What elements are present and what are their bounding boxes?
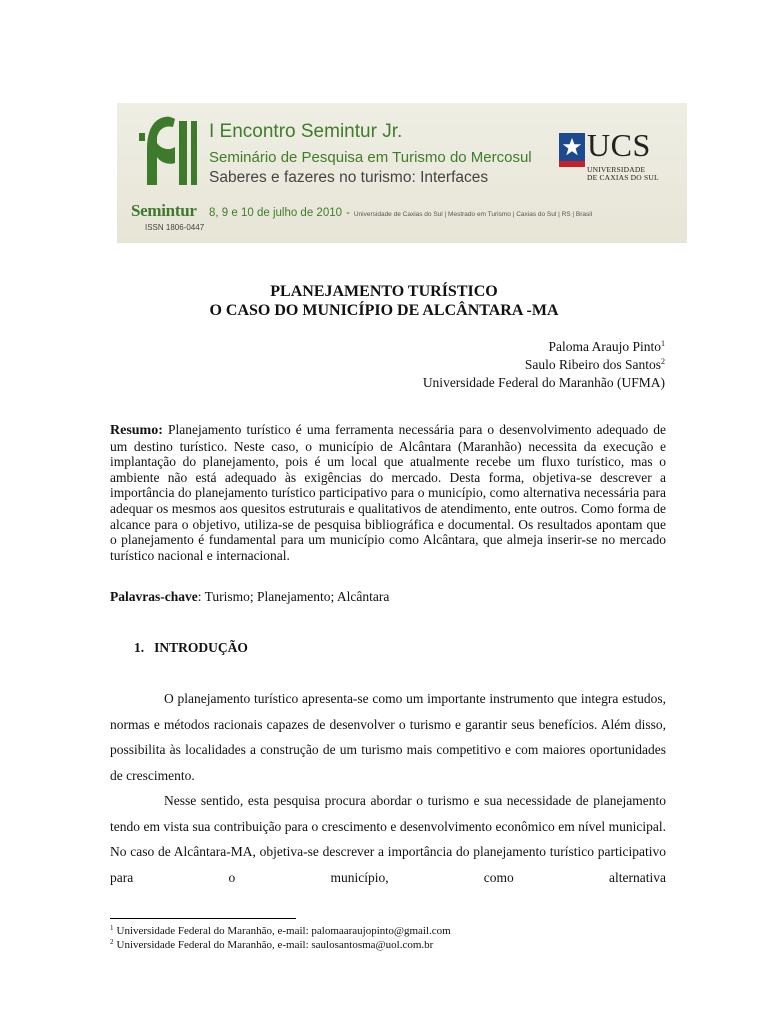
footnote-2	[110, 938, 451, 952]
ucs-acronym: UCS	[587, 127, 651, 163]
ucs-name-line1: UNIVERSIDADE	[587, 165, 646, 174]
footnote-separator	[110, 918, 296, 919]
ucs-emblem-stripe	[559, 161, 585, 167]
semintur-logo-mark-icon	[135, 113, 201, 201]
section-title: INTRODUÇÃO	[154, 640, 248, 655]
footnote-1-number: 1	[110, 924, 114, 932]
keywords	[110, 589, 389, 605]
footnote-2-number: 2	[110, 938, 114, 946]
paper-title-line1: PLANEJAMENTO TURÍSTICO	[270, 283, 498, 300]
author-2-footnote-ref: 2	[661, 357, 665, 366]
conference-banner	[117, 103, 687, 243]
banner-venue: Universidade de Caxias do Sul | Mestrado em Turismo | Caxias do Sul | RS | Brasil	[353, 211, 593, 218]
banner-subtitle: Seminário de Pesquisa em Turismo do Mercosul	[209, 149, 532, 166]
keywords-label: Palavras-chave	[110, 589, 198, 604]
author-1-name: Paloma Araujo Pinto	[548, 339, 661, 354]
ucs-logo	[559, 129, 665, 185]
section-number: 1.	[134, 640, 145, 655]
keywords-text: : Turismo; Planejamento; Alcântara	[197, 589, 390, 604]
footnote-1	[110, 924, 451, 938]
section-heading	[134, 640, 248, 656]
abstract-label: Resumo:	[110, 423, 163, 438]
paper-title-line2: O CASO DO MUNICÍPIO DE ALCÂNTARA -MA	[209, 302, 559, 319]
banner-date-row	[209, 207, 592, 219]
ucs-name-line2: DE CAXIAS DO SUL	[587, 173, 659, 182]
footnotes	[110, 924, 451, 952]
semintur-wordmark: Semintur	[131, 201, 197, 220]
star-icon	[561, 136, 583, 158]
author-2	[423, 356, 665, 374]
abstract	[110, 422, 666, 563]
affiliation: Universidade Federal do Maranhão (UFMA)	[422, 375, 665, 390]
body-paragraph-2	[110, 788, 666, 890]
banner-tagline: Saberes e fazeres no turismo: Interfaces	[209, 169, 489, 186]
banner-dash: -	[346, 207, 350, 219]
author-1-footnote-ref: 1	[661, 339, 665, 348]
abstract-text: Planejamento turístico é uma ferramenta necessária para o desenvolvimento adequado de um destino turístico. Neste caso, o município de Alcântara (Maranhão) necessita da execução e implantação do planejamento, pois é um local que atualmente recebe um fluxo turístico, mas o ambiente não está adequado às exigências do mercado. Desta forma, objetiva-se descrever a importância do planejamento turístico participativo para o município, como alternativa necessária para adequar os mesmos aos quesitos estruturais e qualitativos de atendimento, ente outros. Como forma de alcance para o objetivo, utiliza-se de pesquisa bibliográfica e documental. Os resultados apontam que o planejamento é fundamental para um município como Alcântara, que almeja inserir-se no mercado turístico nacional e internacional.	[110, 422, 667, 563]
issn-label: ISSN 1806-0447	[145, 223, 205, 232]
ucs-emblem	[559, 133, 585, 167]
author-2-name: Saulo Ribeiro dos Santos	[524, 357, 661, 372]
footnote-2-text: Universidade Federal do Maranhão, e-mail: saulosantosma@uol.com.br	[116, 939, 434, 951]
semintur-logo	[127, 111, 209, 235]
footnote-1-text: Universidade Federal do Maranhão, e-mail: palomaaraujopinto@gmail.com	[116, 925, 451, 937]
banner-title: I Encontro Semintur Jr.	[209, 121, 403, 142]
author-1	[423, 338, 665, 356]
body-paragraph-1	[110, 686, 666, 788]
paragraph-2-text: Nesse sentido, esta pesquisa procura abordar o turismo e sua necessidade de planejamento tendo em vista sua contribuição para o crescimento e desenvolvimento econômico em nível municipal. No caso de Alcântara-MA, objetiva-se descrever a importância do planejamento turístico participativo para o município, como alternativa	[110, 793, 666, 885]
paragraph-1-text: O planejamento turístico apresenta-se como um importante instrumento que integra estudos, normas e métodos racionais capazes de desenvolver o turismo e garantir seus benefícios. Além disso, possibilita às localidades a construção de um turismo mais competitivo e com maiores oportunidades de crescimento.	[110, 691, 666, 783]
author-block	[423, 338, 665, 392]
banner-date: 8, 9 e 10 de julho de 2010	[209, 207, 343, 219]
